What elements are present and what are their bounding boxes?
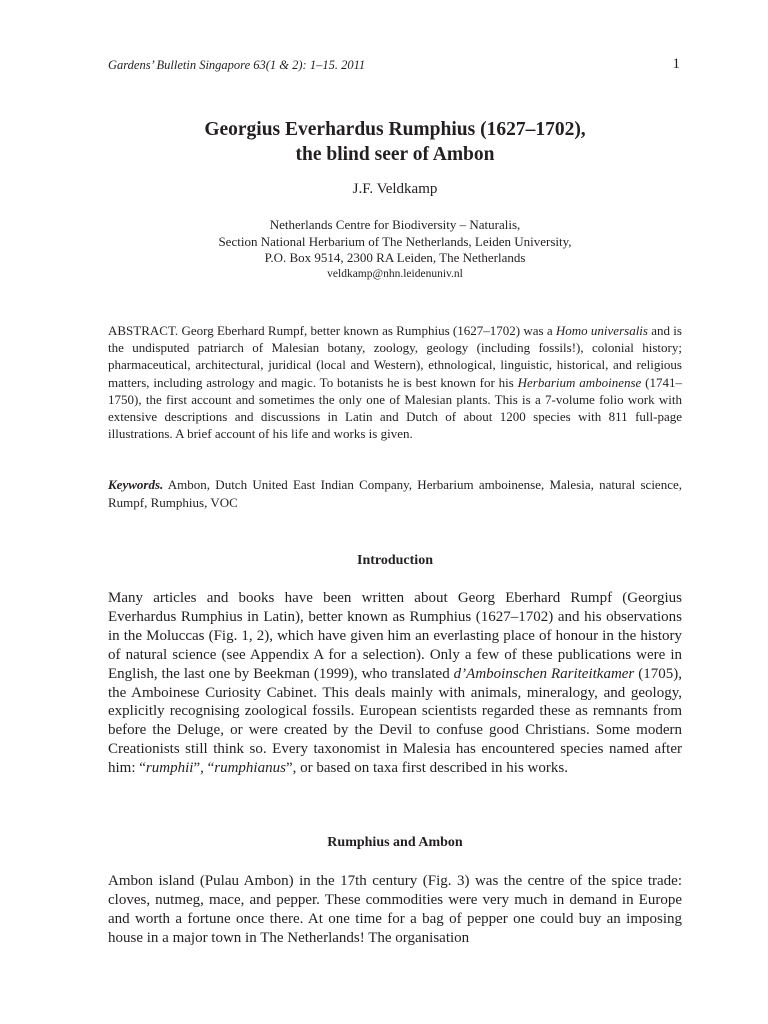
intro-italic-2: rumphii — [145, 760, 194, 777]
title-line-1: Georgius Everhardus Rumphius (1627–1702), — [204, 119, 586, 140]
affiliation-line-1: Netherlands Centre for Biodiversity – Naturalis, — [269, 217, 521, 232]
introduction-paragraph — [108, 589, 682, 778]
abstract-italic-1: Homo universalis — [555, 323, 648, 338]
affiliation-line-2: Section National Herbarium of The Netherlands, Leiden University, — [218, 233, 572, 249]
journal-citation: Gardens’ Bulletin Singapore 63(1 & 2): 1–15. 2011 — [108, 58, 366, 72]
affiliation-line-3: P.O. Box 9514, 2300 RA Leiden, The Netherlands — [264, 250, 526, 265]
intro-text-1: Many articles and books have been written about Georg Eberhard Rumpf (Georgius Everhardus Rumphius in Latin), better known as Rumphius (1627–1702) and his observations in the Moluccas (Fig. 1, 2), which have given him an everlasting place of honour in the history of natural science (see Appendix A for a selection). Only a few of these publications were in English, the last one by Beekman (1999), who translated — [108, 590, 682, 682]
rumphius-ambon-paragraph: Ambon island (Pulau Ambon) in the 17th century (Fig. 3) was the centre of the spice trade: cloves, nutmeg, mace, and pepper. These commodities were very much in demand in Europe and worth a fortune once there. At one time for a bag of pepper one could buy an imposing house in a major town in The Netherlands! The organisation — [108, 873, 682, 946]
keywords-text: Ambon, Dutch United East Indian Company, Herbarium amboinense, Malesia, natural science, Rumpf, Rumphius, VOC — [108, 477, 682, 510]
section-heading-introduction: Introduction — [357, 553, 433, 568]
author-name: J.F. Veldkamp — [352, 181, 438, 197]
title-line-2: the blind seer of Ambon — [295, 144, 495, 165]
page-number: 1 — [672, 56, 680, 72]
running-header — [108, 57, 682, 73]
paper-page — [108, 0, 682, 1024]
abstract-text-3: (1741–1750), the first account and sometimes the only one of Malesian plants. This is a 7-volume folio work with extensive descriptions and discussions in Latin and Dutch of about 1200 species with 811 full-page illustrations. A brief account of his life and works is given. — [108, 374, 682, 442]
author-email: veldkamp@nhn.leidenuniv.nl — [327, 267, 463, 280]
intro-italic-1: d’Amboinschen Rariteitkamer — [453, 665, 635, 682]
intro-text-2: (1705), the Amboinese Curiosity Cabinet. This deals mainly with animals, mineralogy, and geology, explicitly recognising zoological fossils. European scientists regarded these as remnants from before the Deluge, or were created by the Devil to confuse good Christians. Some modern Creationists still think so. Every taxonomist in Malesia has encountered species named after him: “ — [108, 665, 682, 777]
intro-text-3: ”, “ — [193, 760, 215, 777]
keywords-label: Keywords. — [108, 477, 164, 492]
abstract-text-2: and is the undisputed patriarch of Malesian botany, zoology, geology (including fossils!), colonial history; pharmaceutical, architectural, juridical (local and Western), ethnological, linguistic, historical, and religious matters, including astrology and magic. To botanists he is best known for his — [108, 323, 682, 390]
keywords-paragraph — [108, 476, 682, 511]
intro-text-4: ”, or based on taxa first described in his works. — [285, 760, 568, 777]
abstract-paragraph — [108, 322, 682, 442]
abstract-italic-2: Herbarium amboinense — [517, 374, 642, 390]
article-title — [108, 117, 682, 167]
author-affiliation — [108, 217, 682, 281]
intro-italic-3: rumphianus — [214, 760, 286, 777]
section-heading-rumphius-and-ambon: Rumphius and Ambon — [327, 835, 463, 850]
abstract-text-1: ABSTRACT. Georg Eberhard Rumpf, better known as Rumphius (1627–1702) was a — [108, 323, 556, 338]
